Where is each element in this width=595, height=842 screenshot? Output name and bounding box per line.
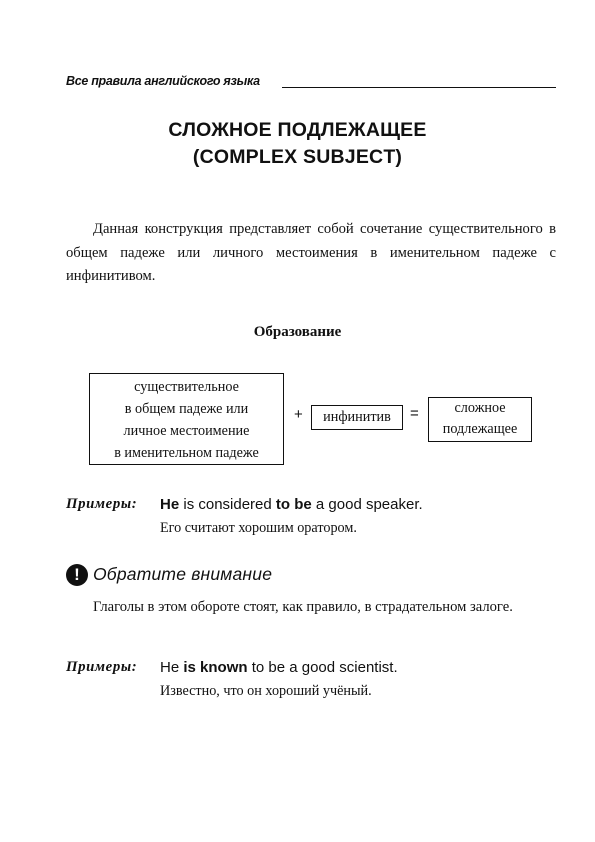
- example-translation: Его считают хорошим оратором.: [160, 520, 357, 536]
- title-line-ru: СЛОЖНОЕ ПОДЛЕЖАЩЕЕ: [168, 119, 427, 141]
- example-rest: to be a good scientist.: [247, 659, 398, 676]
- result-box-line: подлежащее: [442, 420, 518, 437]
- example-infinitive: to be: [275, 496, 312, 513]
- examples-label: Примеры:: [66, 659, 138, 675]
- example-verb: is considered: [179, 496, 276, 513]
- noun-box-line: в именительном падеже: [114, 445, 259, 461]
- noun-pronoun-box: [89, 373, 284, 465]
- formation-heading: Образование: [253, 324, 342, 340]
- page-title: [0, 117, 595, 171]
- note-text: Глаголы в этом обороте стоят, как правило, в страдательном залоге.: [93, 599, 513, 615]
- noun-box-line: в общем падеже или: [124, 401, 249, 417]
- intro-paragraph: Данная конструкция представляет собой сочетание существительного в общем падеже или личного местоимения в именительном падеже с инфинитивом.: [66, 221, 556, 284]
- example-translation: Известно, что он хороший учёный.: [160, 683, 372, 699]
- example-english: [160, 496, 423, 513]
- noun-box-line: личное местоимение: [123, 423, 250, 439]
- example-verb: is known: [183, 659, 248, 676]
- complex-subject-box: [428, 397, 532, 442]
- note-title: Обратите внимание: [93, 564, 273, 584]
- example-english: [160, 659, 398, 676]
- result-box-line: сложное: [454, 400, 506, 416]
- header-rule: [282, 87, 556, 88]
- infinitive-box: инфинитив: [311, 405, 403, 430]
- equals-sign: =: [410, 405, 419, 422]
- examples-label: Примеры:: [66, 496, 138, 512]
- running-header-title: Все правила английского языка: [66, 74, 264, 88]
- noun-box-line: существительное: [134, 379, 239, 395]
- exclamation-icon: !: [66, 564, 88, 586]
- title-line-en: (COMPLEX SUBJECT): [192, 146, 403, 168]
- example-subject: He: [160, 659, 184, 676]
- example-rest: a good speaker.: [311, 496, 423, 513]
- plus-sign: +: [294, 406, 303, 423]
- running-header: [66, 74, 556, 90]
- example-subject: He: [160, 496, 180, 513]
